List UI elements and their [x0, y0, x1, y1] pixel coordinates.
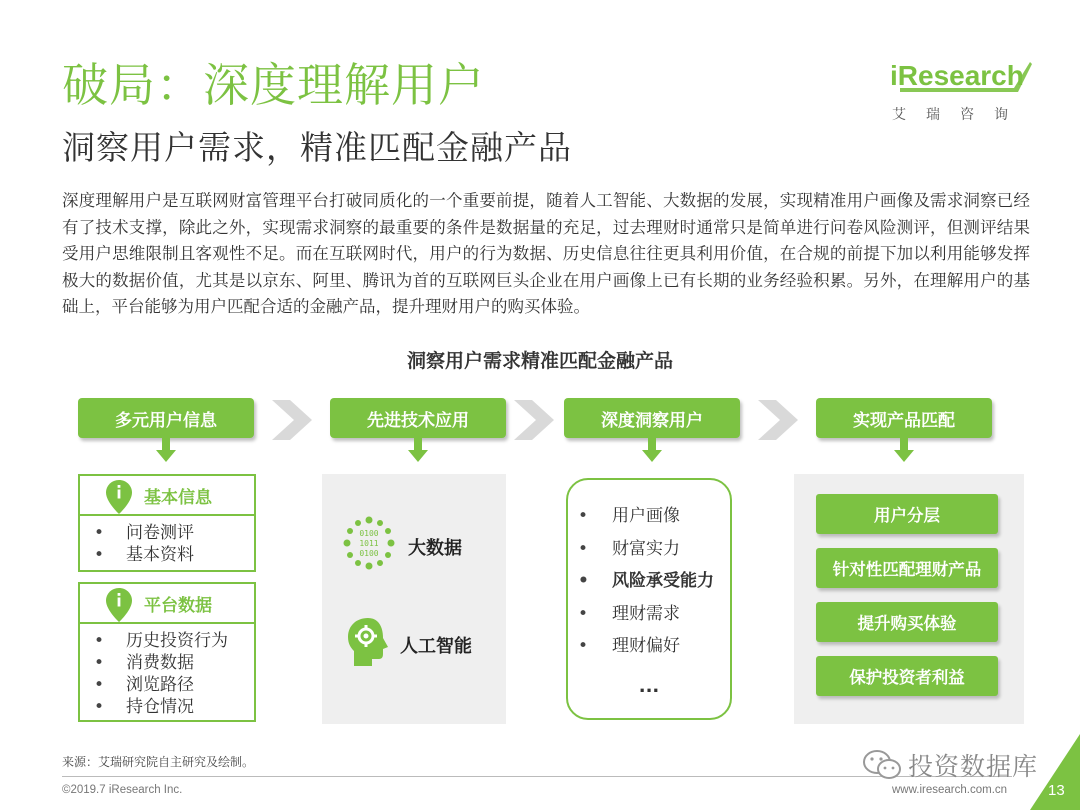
list-item: • 财富实力 [578, 533, 730, 566]
wechat-icon [862, 748, 902, 782]
insight-list [568, 480, 730, 663]
watermark [862, 747, 1038, 783]
iresearch-logo [890, 58, 1040, 128]
stage-header-user-info: 多元用户信息 [78, 398, 254, 438]
platform-data-box [78, 582, 256, 722]
stage-header-matching: 实现产品匹配 [816, 398, 992, 438]
location-pin-icon [106, 480, 132, 514]
list-item: • 持仓情况 [88, 696, 254, 718]
basic-info-list [80, 516, 254, 570]
list-item: • 基本资料 [88, 544, 254, 566]
copyright: ©2019.7 iResearch Inc. [62, 784, 183, 796]
down-arrow-icon [894, 438, 914, 462]
matching-panel [794, 474, 1024, 724]
down-arrow-icon [642, 438, 662, 462]
match-item-user-tiering: 用户分层 [816, 494, 998, 534]
list-item: • 理财需求 [578, 598, 730, 631]
body-paragraph: 深度理解用户是互联网财富管理平台打破同质化的一个重要前提，随着人工智能、大数据的发展，实现精准用户画像及需求洞察已经有了技术支撑，除此之外，实现需求洞察的最重要的条件是数据量的充足，过去理财时通常只是简单进行问卷风险测评，但测评结果受用户思维限制且客观性不足。而在互联网时代，用户的行为数据、历史信息往往更具利用价值，在合规的前提下加以利用能够发挥极大的数据价值，尤其是以京东、阿里、腾讯为首的互联网巨头企业在用户画像上已有长期的业务经验积累。另外，在理解用户的基础上，平台能够为用户匹配合适的金融产品，提升理财用户的购买体验。 [62, 191, 1030, 316]
basic-info-label: 基本信息 [144, 487, 212, 508]
platform-data-list [80, 624, 254, 722]
watermark-text: 投资数据库 [908, 752, 1039, 781]
ai-label: 人工智能 [400, 636, 472, 657]
tech-panel [322, 474, 506, 724]
source-note: 来源：艾瑞研究院自主研究及绘制。 [62, 755, 255, 769]
list-item: • 问卷测评 [88, 522, 254, 544]
svg-text:0100: 0100 [359, 529, 379, 538]
page-subtitle: 洞察用户需求，精准匹配金融产品 [62, 128, 572, 167]
basic-info-box [78, 474, 256, 572]
basic-info-header [80, 476, 254, 516]
chevron-right-icon [758, 400, 800, 440]
list-item: • 浏览路径 [88, 674, 254, 696]
page-title: 破局：深度理解用户 [62, 58, 485, 112]
ai-head-icon [346, 616, 390, 668]
list-item: • 用户画像 [578, 500, 730, 533]
big-data-icon [342, 516, 396, 570]
list-item: • 风险承受能力 [578, 565, 730, 598]
stage-header-insight: 深度洞察用户 [564, 398, 740, 438]
site-url: www.iresearch.com.cn [892, 784, 1008, 796]
svg-text:0100: 0100 [359, 549, 379, 558]
location-pin-icon [106, 588, 132, 622]
match-item-targeted-products: 针对性匹配理财产品 [816, 548, 998, 588]
platform-data-header [80, 584, 254, 624]
logo-cn-name: 艾瑞咨询 [892, 107, 1028, 123]
svg-text:1011: 1011 [359, 539, 379, 548]
big-data-label: 大数据 [408, 538, 462, 559]
list-item: • 理财偏好 [578, 630, 730, 663]
chevron-right-icon [272, 400, 314, 440]
diagram-title: 洞察用户需求精准匹配金融产品 [406, 350, 673, 372]
down-arrow-icon [156, 438, 176, 462]
match-item-purchase-experience: 提升购买体验 [816, 602, 998, 642]
insight-more-ellipsis: ... [638, 676, 660, 697]
down-arrow-icon [408, 438, 428, 462]
page-number: 13 [1048, 782, 1065, 799]
chevron-right-icon [514, 400, 556, 440]
match-item-investor-protection: 保护投资者利益 [816, 656, 998, 696]
stage-header-tech: 先进技术应用 [330, 398, 506, 438]
list-item: • 消费数据 [88, 652, 254, 674]
list-item: • 历史投资行为 [88, 630, 254, 652]
insight-box [566, 478, 732, 720]
platform-data-label: 平台数据 [144, 595, 212, 616]
logo-wordmark: iResearch [890, 60, 1024, 91]
